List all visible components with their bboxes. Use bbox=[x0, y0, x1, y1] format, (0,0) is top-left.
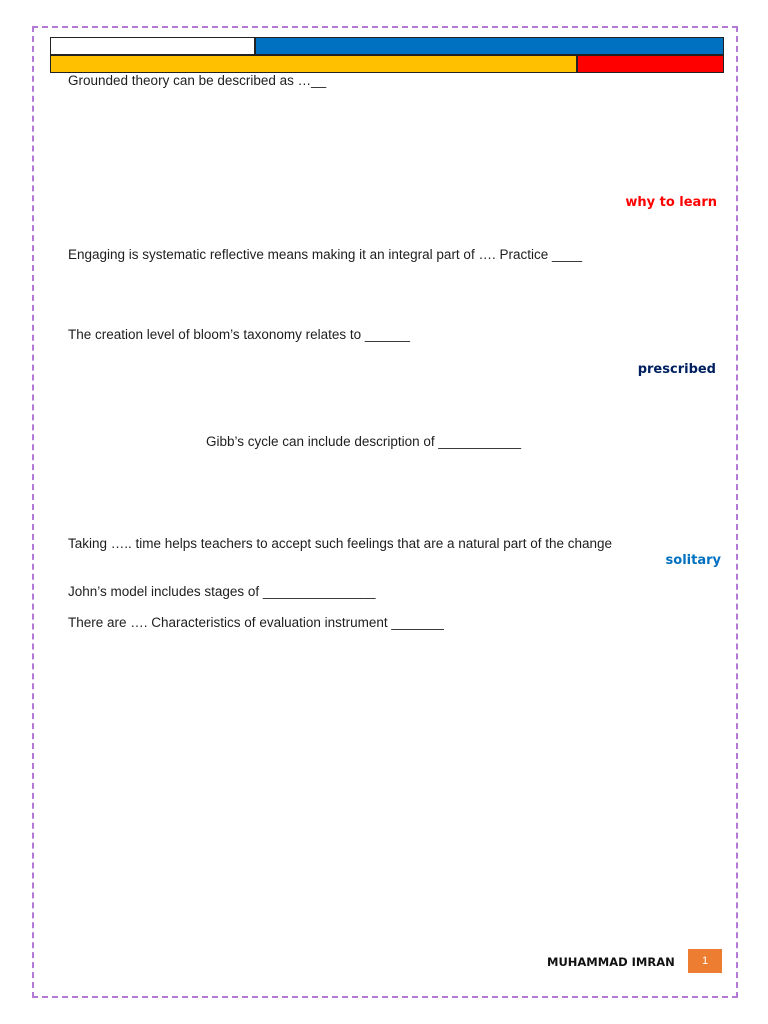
header-bar-bottom bbox=[50, 55, 724, 73]
header-bar-blue-segment bbox=[255, 37, 724, 55]
question-5: Taking ….. time helps teachers to accept such feelings that are a natural part of the change bbox=[68, 536, 613, 551]
question-3: The creation level of bloom’s taxonomy relates to ______ bbox=[68, 327, 410, 342]
question-7: There are …. Characteristics of evaluation instrument _______ bbox=[68, 615, 444, 630]
page-number-badge: 1 bbox=[688, 949, 722, 973]
header-bar-yellow-segment bbox=[50, 55, 577, 73]
page-border bbox=[32, 26, 738, 998]
question-4: Gibb’s cycle can include description of ___________ bbox=[206, 434, 521, 449]
header-bar-red-segment bbox=[577, 55, 724, 73]
answer-why-to-learn: why to learn bbox=[625, 195, 717, 210]
question-6: John’s model includes stages of _______________ bbox=[68, 584, 376, 599]
header-bar-top bbox=[50, 37, 724, 55]
answer-solitary: solitary bbox=[665, 553, 721, 568]
question-2: Engaging is systematic reflective means making it an integral part of …. Practice ____ bbox=[68, 247, 582, 262]
question-1: Grounded theory can be described as …__ bbox=[68, 73, 327, 88]
answer-prescribed: prescribed bbox=[637, 362, 716, 377]
header-bar-white-segment bbox=[50, 37, 255, 55]
footer-author: MUHAMMAD IMRAN bbox=[547, 955, 675, 969]
